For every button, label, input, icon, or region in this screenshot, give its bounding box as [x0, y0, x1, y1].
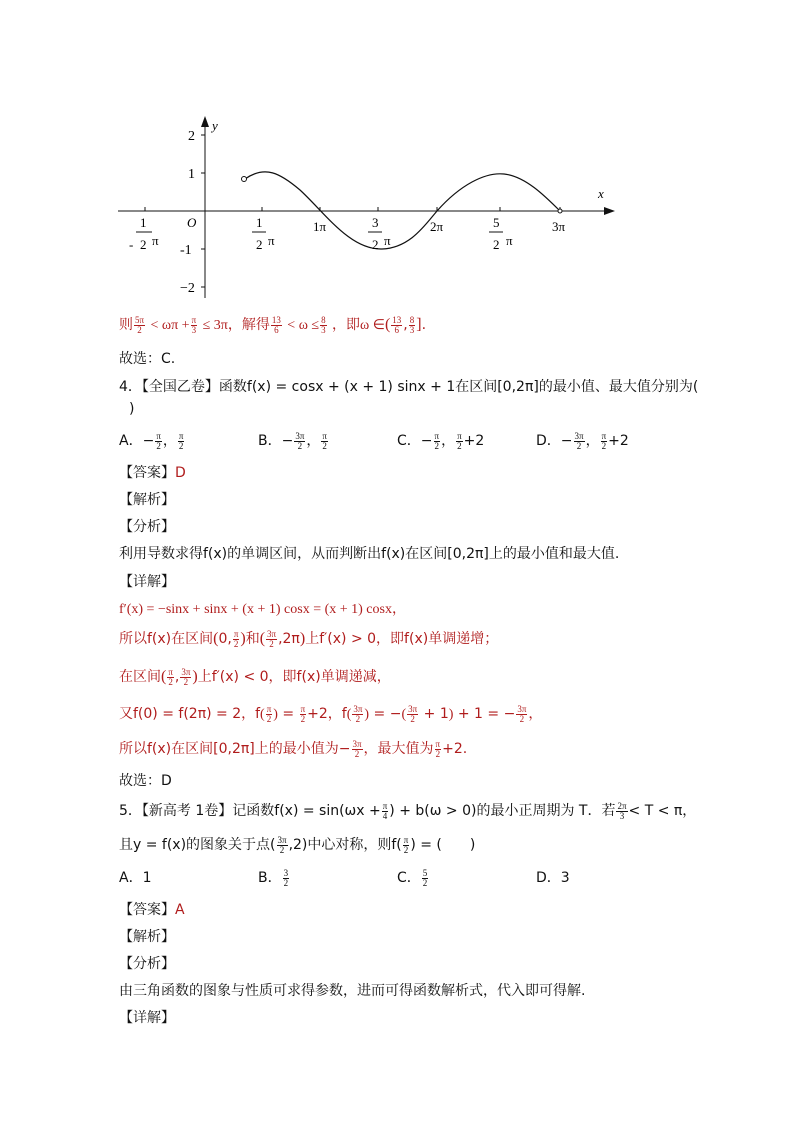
question-4-close: )	[129, 401, 135, 417]
svg-text:π: π	[506, 233, 513, 248]
x-tick-half-pi	[252, 215, 275, 252]
x-axis-arrow	[604, 207, 615, 215]
x-tick-pi: 1π	[313, 219, 327, 234]
x-tick-three-half-pi	[368, 215, 391, 252]
x-tick-2pi: 2π	[430, 219, 444, 234]
q4-option-c: C．− $\frac{\pi}{2}$ ， $\frac{\pi}{2}$ +2	[397, 430, 485, 451]
choice-d-line: 故选：D	[119, 773, 172, 789]
sine-graph	[0, 0, 794, 310]
q4-option-a: A．− $\frac{\pi}{2}$ ， $\frac{\pi}{2}$	[119, 430, 184, 451]
svg-text:-: -	[129, 237, 134, 252]
reasoning-5-text: 由三角函数的图象与性质可求得参数，进而可得函数解析式，代入即可得解.	[119, 983, 586, 999]
sine-curve	[245, 172, 560, 249]
svg-text:2: 2	[140, 237, 147, 252]
q4-option-d: D．− $\frac{3\pi}{2}$ ， $\frac{\pi}{2}$ +2	[536, 430, 629, 451]
reasoning-5: 【分析】	[119, 956, 175, 972]
svg-text:3: 3	[372, 215, 379, 230]
x-tick-five-half-pi	[489, 215, 513, 252]
x-axis-label: x	[598, 186, 604, 201]
q5-option-d: D．3	[536, 870, 570, 886]
y-tick-neg2: −2	[180, 281, 195, 296]
svg-text:2: 2	[372, 237, 379, 252]
svg-text:1: 1	[256, 215, 263, 230]
y-axis-label: y	[212, 118, 218, 133]
q5-option-b: B． $\frac{3}{2}$	[258, 867, 289, 888]
origin-label: O	[187, 215, 197, 230]
svg-text:5: 5	[493, 215, 500, 230]
q5-option-a: A．1	[119, 870, 152, 886]
analysis-4: 【解析】	[119, 492, 175, 508]
analysis-5: 【解析】	[119, 929, 175, 945]
choice-c-line: 故选：C.	[119, 351, 176, 367]
svg-text:π: π	[384, 233, 391, 248]
detail-4: 【详解】	[119, 574, 175, 590]
y-tick-1: 1	[188, 167, 195, 182]
svg-text:2: 2	[256, 237, 263, 252]
y-tick-neg1: -1	[180, 243, 192, 258]
answer-4: 【答案】D	[119, 465, 186, 481]
values-line: 又f(0) = f(2π) = 2，f( $\frac{\pi}{2}$ ) = $\frac{\pi}{2}$ +2，f( $\frac{3\pi}{2}$ ) = −( $\frac{3\pi}{2}$ + 1) + 1 = − $\frac{3\pi}{2}$ ，	[119, 703, 543, 724]
y-axis-arrow	[201, 116, 209, 127]
question-5-line1: 5．【新高考 1卷】记函数f(x) = sin(ωx + $\frac{\pi}{4}$ ) + b(ω > 0)的最小正周期为 T．若 $\frac{2\pi}{3}$ < T < π，	[119, 800, 697, 821]
reasoning-4: 【分析】	[119, 519, 175, 535]
svg-text:π: π	[268, 233, 275, 248]
q4-option-b: B．− $\frac{3\pi}{2}$ ， $\frac{\pi}{2}$	[258, 430, 327, 451]
question-5-line2: 且y = f(x)的图象关于点( $\frac{3\pi}{2}$ ,2)中心对称，则f( $\frac{\pi}{2}$ ) = ( )	[119, 834, 476, 855]
open-start-point	[242, 177, 247, 182]
increasing-line: 所以f(x)在区间(0, $\frac{\pi}{2}$ )和( $\frac{3\pi}{2}$ ,2π)上f′(x) > 0，即f(x)单调递增；	[119, 628, 499, 649]
omega-range-line: 则 $\frac{5\pi}{2}$ < ωπ + $\frac{\pi}{3}$ ≤ 3π，解得 $\frac{13}{6}$ < ω ≤ $\frac{8}{3}$ ，即ω ∈( $\frac{13}{6}$ , $\frac{8}{3}$ ].	[119, 314, 427, 335]
reasoning-4-text: 利用导数求得f(x)的单调区间，从而判断出f(x)在区间[0,2π]上的最小值和最大值.	[119, 546, 620, 562]
svg-text:π: π	[152, 233, 159, 248]
decreasing-line: 在区间( $\frac{\pi}{2}$ , $\frac{3\pi}{2}$ )上f′(x) < 0，即f(x)单调递减，	[119, 666, 391, 687]
detail-5: 【详解】	[119, 1010, 175, 1026]
q5-option-c: C． $\frac{5}{2}$	[397, 867, 428, 888]
x-tick-neg-half-pi	[129, 215, 159, 252]
svg-text:1: 1	[140, 215, 147, 230]
end-point	[558, 209, 562, 213]
question-4: 4．【全国乙卷】函数f(x) = cosx + (x + 1) sinx + 1在区间[0,2π]的最小值、最大值分别为(	[119, 379, 699, 395]
svg-text:2: 2	[493, 237, 500, 252]
answer-5: 【答案】A	[119, 902, 185, 918]
min-max-line: 所以f(x)在区间[0,2π]上的最小值为− $\frac{3\pi}{2}$ ，最大值为 $\frac{\pi}{2}$ +2.	[119, 738, 468, 759]
x-tick-3pi: 3π	[552, 219, 566, 234]
y-tick-2: 2	[188, 129, 195, 144]
derivative-line: f′(x) = −sinx + sinx + (x + 1) cosx = (x + 1) cosx，	[119, 602, 406, 617]
